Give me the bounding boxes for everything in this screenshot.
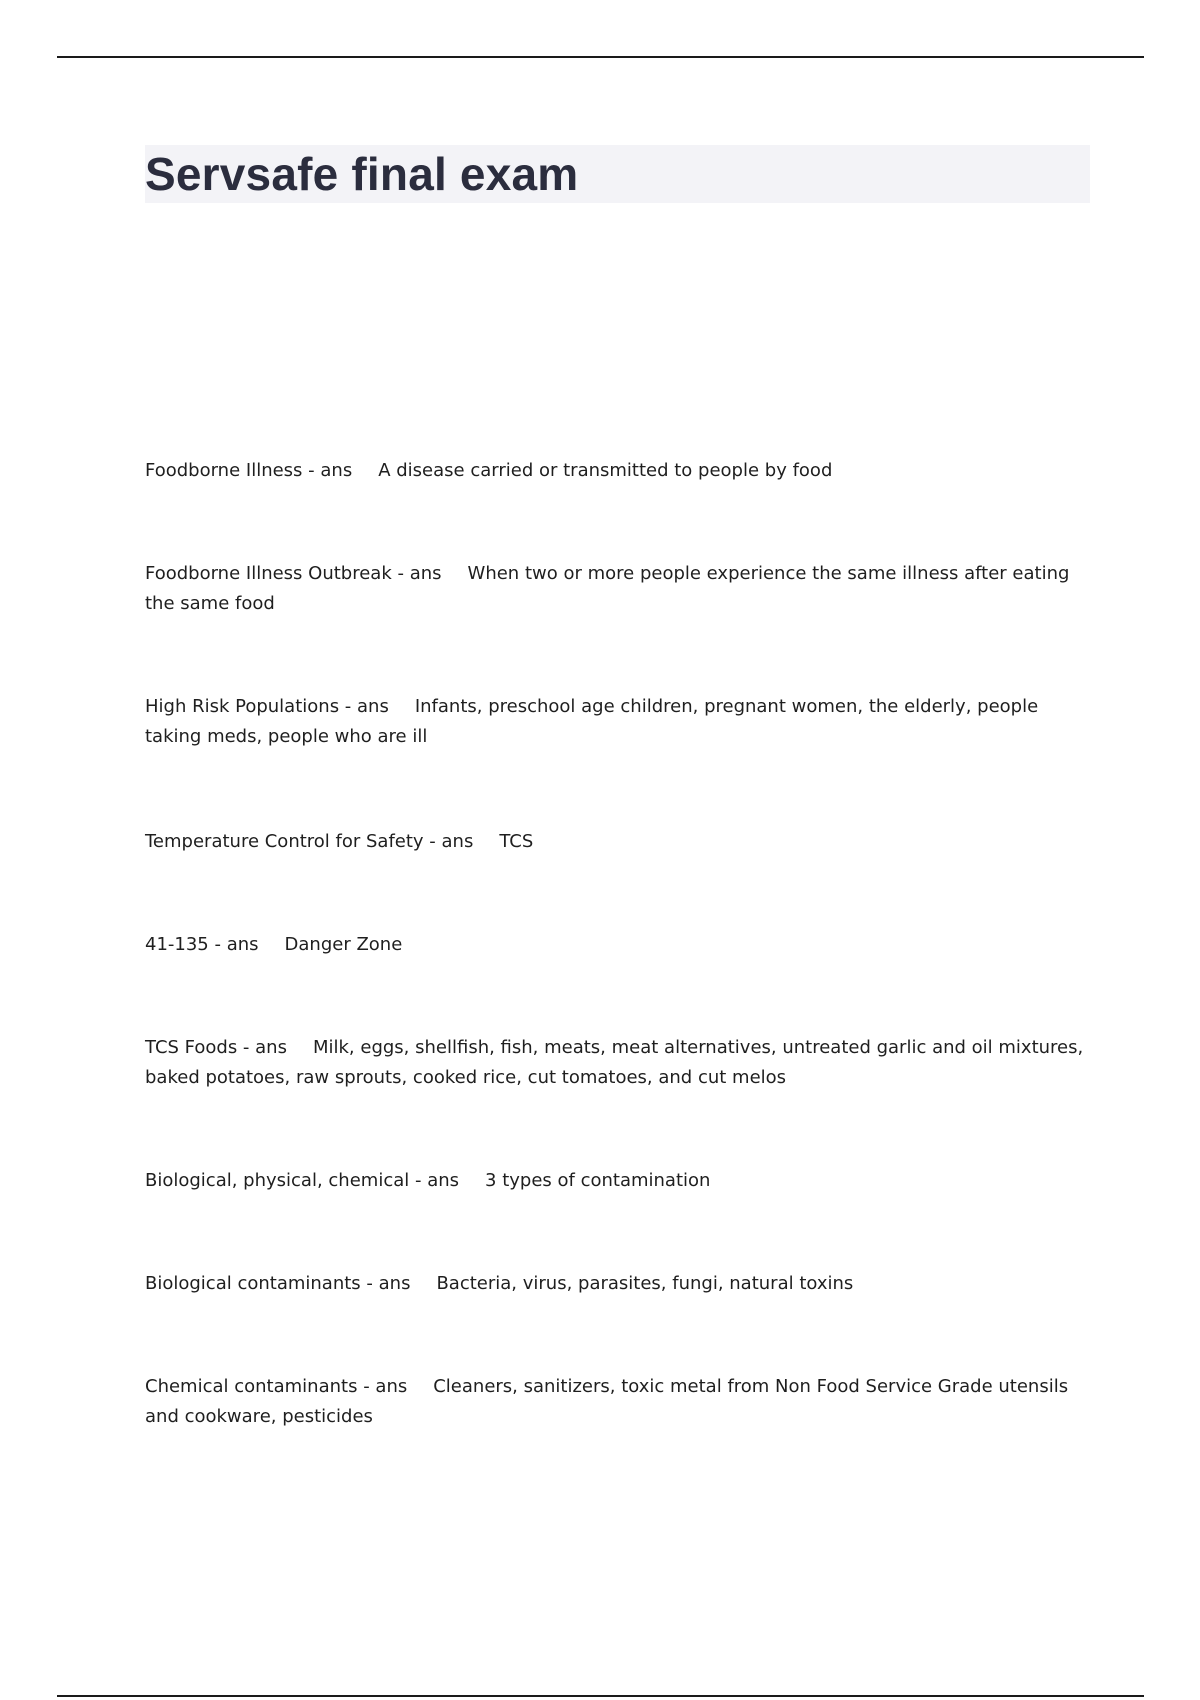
qa-entry [145,827,1090,857]
qa-separator: - ans [409,1170,460,1191]
qa-term: Biological, physical, chemical [145,1170,410,1191]
qa-answer: Milk, eggs, shellfish, fish, meats, meat alternatives, untreated garlic and oil mixtures, baked potatoes, raw sprouts, cooked rice, cut tomatoes, and cut melos [145,1037,1084,1088]
qa-separator: - ans [208,934,259,955]
qa-entry [145,1033,1090,1093]
qa-separator: - ans [360,1273,411,1294]
qa-term: Foodborne Illness [145,460,303,481]
qa-term: TCS Foods [145,1037,238,1058]
qa-term: Temperature Control for Safety [145,831,424,852]
qa-term: Foodborne Illness Outbreak [145,563,392,584]
qa-separator: - ans [357,1376,408,1397]
qa-answer: Danger Zone [284,934,403,955]
qa-answer: 3 types of contamination [485,1170,711,1191]
footer-rule [57,1695,1144,1697]
qa-separator: - ans [237,1037,287,1058]
qa-answer: A disease carried or transmitted to people by food [378,460,833,481]
qa-entry [145,1372,1090,1432]
document-title: Servsafe final exam [145,148,579,200]
qa-entry [145,692,1090,752]
qa-separator: - ans [423,831,474,852]
qa-entry [145,1269,1090,1299]
qa-entry [145,456,1090,486]
qa-term: Biological contaminants [145,1273,361,1294]
qa-answer: When two or more people experience the same illness after eating the same food [145,563,1070,614]
qa-term: Chemical contaminants [145,1376,358,1397]
qa-entry [145,930,1090,960]
qa-entry [145,1166,1090,1196]
qa-term: High Risk Populations [145,696,340,717]
qa-term: 41-135 [145,934,209,955]
qa-separator: - ans [302,460,353,481]
qa-separator: - ans [391,563,442,584]
qa-answer: Infants, preschool age children, pregnant women, the elderly, people taking meds, people who are ill [145,696,1039,747]
qa-answer: Cleaners, sanitizers, toxic metal from Non Food Service Grade utensils and cookware, pesticides [145,1376,1069,1427]
qa-answer: Bacteria, virus, parasites, fungi, natural toxins [436,1273,854,1294]
qa-answer: TCS [499,831,534,852]
qa-separator: - ans [339,696,389,717]
qa-entry [145,559,1090,619]
header-rule [57,56,1144,58]
